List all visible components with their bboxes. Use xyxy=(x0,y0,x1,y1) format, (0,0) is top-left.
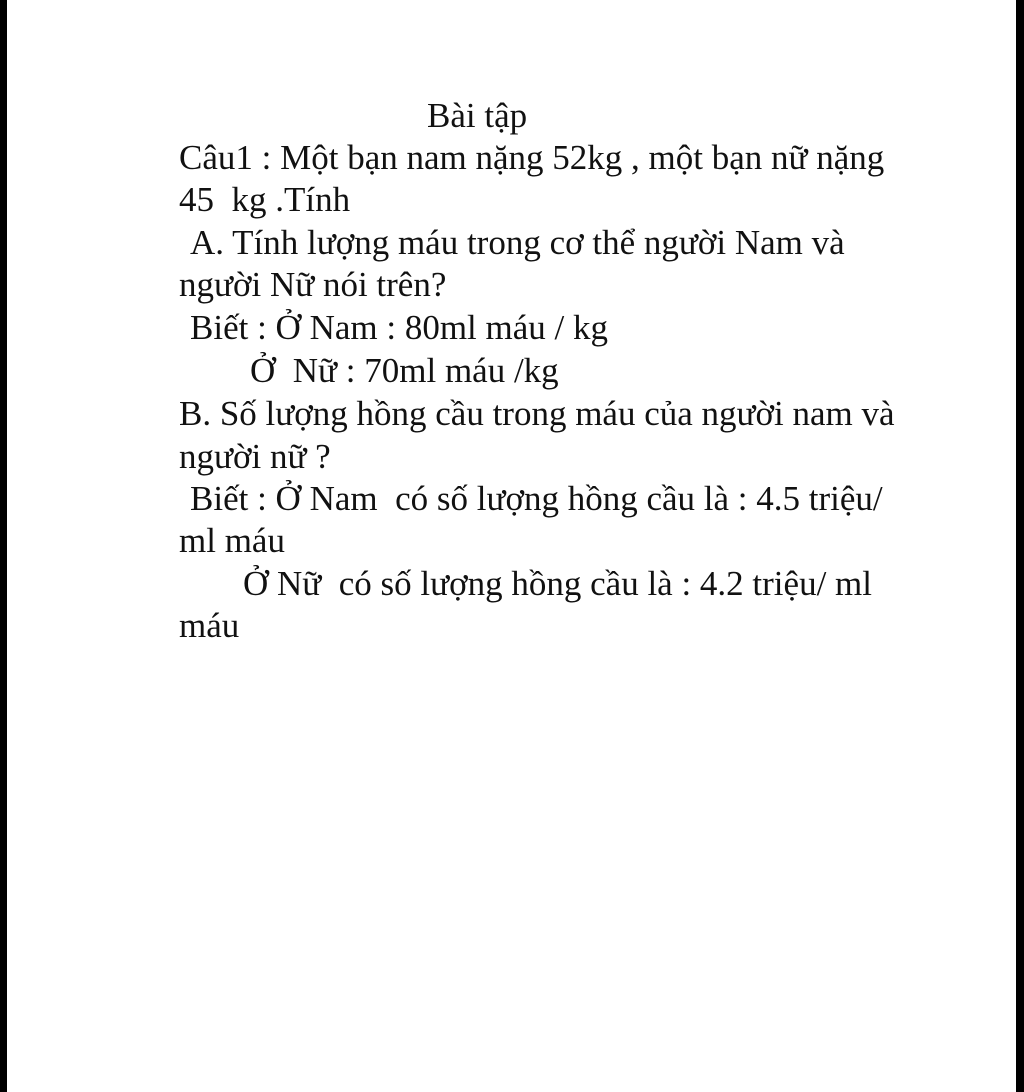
question-1-line: Câu1 : Một bạn nam nặng 52kg , một bạn nữ nặng xyxy=(179,138,885,177)
part-b-given-male-cont: ml máu xyxy=(179,521,285,560)
document-page xyxy=(7,0,1016,1092)
part-a-line-cont: người Nữ nói trên? xyxy=(179,265,447,304)
part-a-given-female: Ở Nữ : 70ml máu /kg xyxy=(250,351,559,390)
part-a-line: A. Tính lượng máu trong cơ thể người Nam và xyxy=(190,223,845,262)
part-b-given-female-cont: máu xyxy=(179,606,240,645)
question-1-line-cont: 45 kg .Tính xyxy=(179,180,351,219)
part-b-line: B. Số lượng hồng cầu trong máu của người nam và xyxy=(179,394,895,433)
part-a-given-male: Biết : Ở Nam : 80ml máu / kg xyxy=(190,308,609,347)
part-b-line-cont: người nữ ? xyxy=(179,437,331,476)
document-title: Bài tập xyxy=(427,96,528,135)
part-b-given-male: Biết : Ở Nam có số lượng hồng cầu là : 4.5 triệu/ xyxy=(190,479,883,518)
part-b-given-female: Ở Nữ có số lượng hồng cầu là : 4.2 triệu/ ml xyxy=(243,564,872,603)
